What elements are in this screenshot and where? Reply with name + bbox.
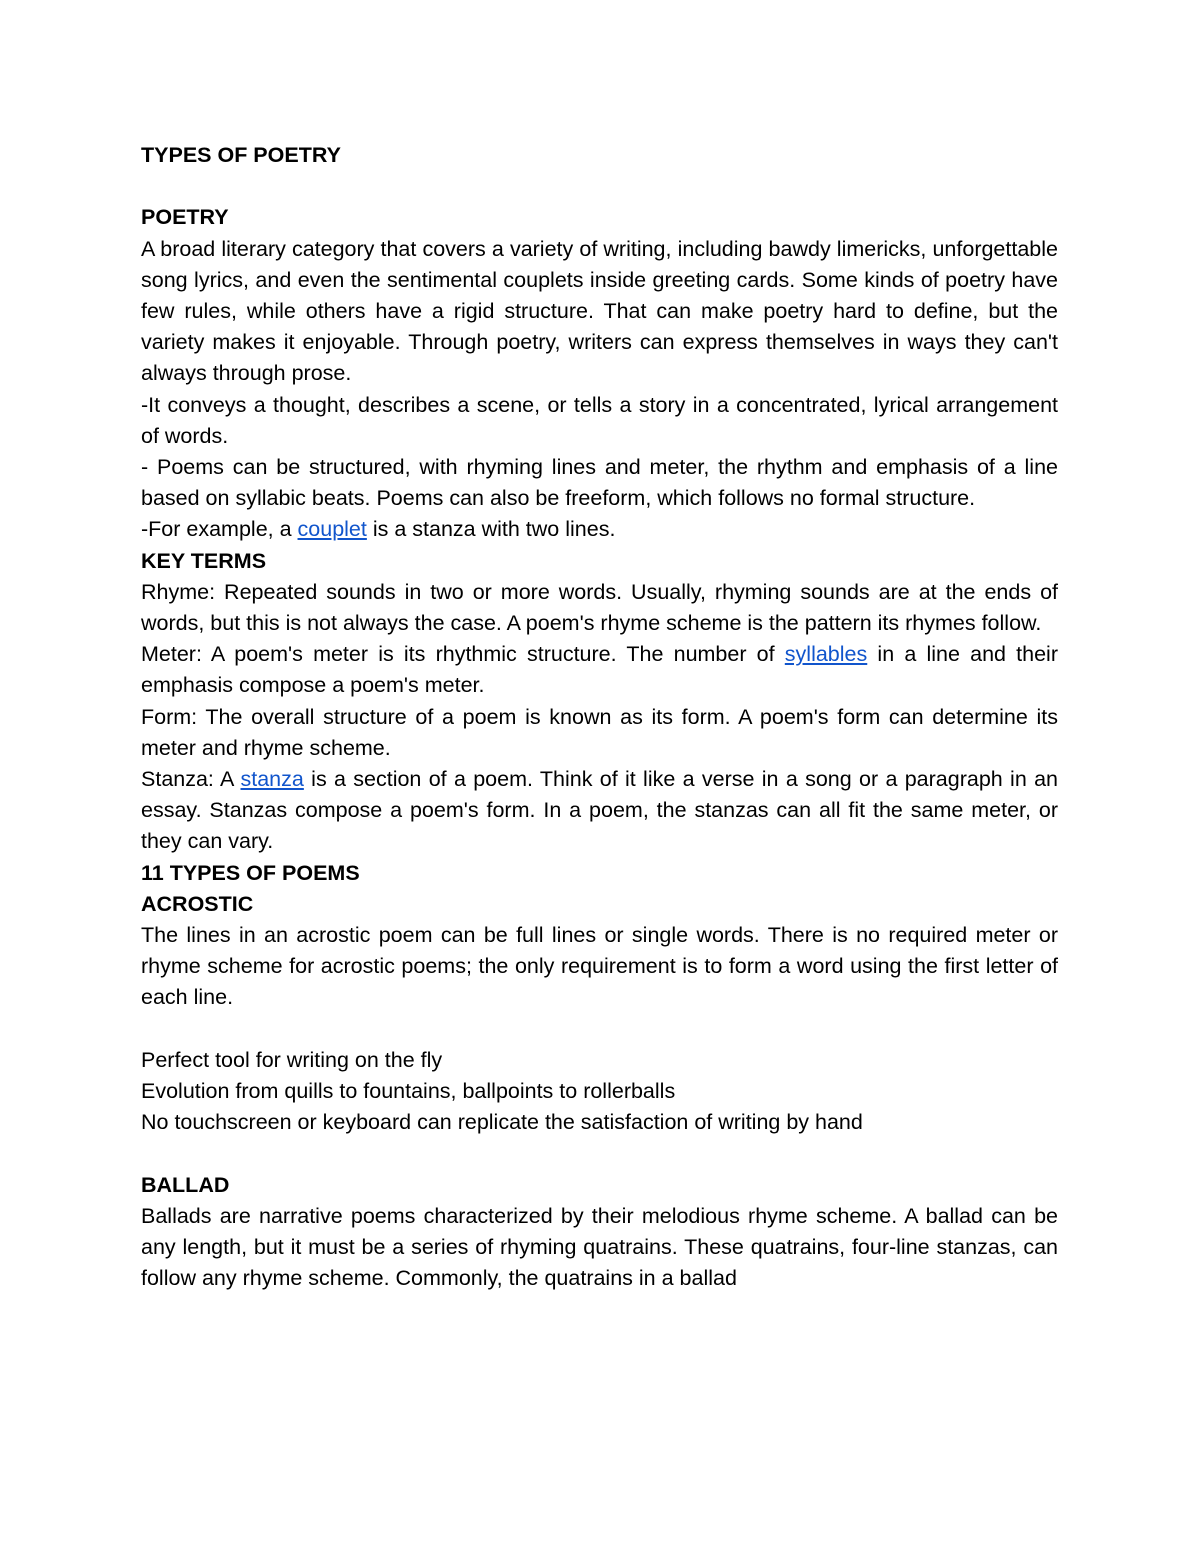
blank-line [141, 1138, 1058, 1169]
acrostic-heading: ACROSTIC [141, 891, 254, 916]
ballad-description: Ballads are narrative poems characterized by their melodious rhyme scheme. A ballad can be any length, but it must be a series of rhyming quatrains. These quatrains, four-line stanzas, can follow any rhyme scheme. Commonly, the quatrains in a ballad [141, 1203, 1058, 1291]
meter-text-pre: Meter: A poem's meter is its rhythmic structure. The number of [141, 642, 785, 667]
blank-line [141, 171, 1058, 202]
stanza-text-post: is a section of a poem. Think of it like a verse in a song or a paragraph in an essay. Stanzas compose a poem's form. In a poem, the stanzas can all fit the same meter, or they can vary. [141, 767, 1058, 854]
document-page [141, 140, 1058, 1294]
couplet-link[interactable]: couplet [297, 517, 367, 542]
acrostic-description: The lines in an acrostic poem can be full lines or single words. There is no required meter or rhyme scheme for acrostic poems; the only requirement is to form a word using the first letter of each line. [141, 923, 1058, 1010]
types-heading: 11 TYPES OF POEMS [141, 860, 360, 885]
document-title: TYPES OF POETRY [141, 143, 341, 167]
meter-text-post: in a line and their emphasis compose a poem's meter. [141, 642, 1058, 698]
acrostic-example-line: Evolution from quills to fountains, ballpoints to rollerballs [141, 1079, 676, 1104]
ballad-heading: BALLAD [141, 1172, 230, 1197]
syllables-link[interactable]: syllables [784, 642, 868, 667]
poetry-bullet-2: - Poems can be structured, with rhyming lines and meter, the rhythm and emphasis of a line based on syllabic beats. Poems can also be freeform, which follows no formal structure. [141, 455, 1058, 511]
rhyme-definition: Rhyme: Repeated sounds in two or more words. Usually, rhyming sounds are at the ends of words, but this is not always the case. A poem's rhyme scheme is the pattern its rhymes follow. [141, 579, 1058, 636]
acrostic-example-line: Perfect tool for writing on the fly [141, 1047, 443, 1072]
key-terms-heading: KEY TERMS [141, 548, 267, 573]
stanza-definition [141, 764, 1058, 858]
bullet3-text-post: is a stanza with two lines. [366, 517, 616, 542]
form-definition: Form: The overall structure of a poem is known as its form. A poem's form can determine its meter and rhyme scheme. [141, 704, 1058, 760]
stanza-text-pre: Stanza: A [141, 767, 241, 792]
meter-definition [141, 639, 1058, 701]
stanza-link[interactable]: stanza [240, 767, 304, 792]
bullet3-text-pre: -For example, a [141, 517, 298, 542]
poetry-heading: POETRY [141, 205, 229, 230]
poetry-bullet-1: -It conveys a thought, describes a scene, or tells a story in a concentrated, lyrical arrangement of words. [141, 392, 1058, 448]
poetry-bullet-3 [141, 514, 1058, 545]
acrostic-example-line: No touchscreen or keyboard can replicate the satisfaction of writing by hand [141, 1110, 863, 1135]
poetry-definition: A broad literary category that covers a variety of writing, including bawdy limericks, unforgettable song lyrics, and even the sentimental couplets inside greeting cards. Some kinds of poetry have few rules, while others have a rigid structure. That can make poetry hard to define, but the variety makes it enjoyable. Through poetry, writers can express themselves in ways they can't always through prose. [141, 236, 1058, 386]
blank-line [141, 1014, 1058, 1045]
